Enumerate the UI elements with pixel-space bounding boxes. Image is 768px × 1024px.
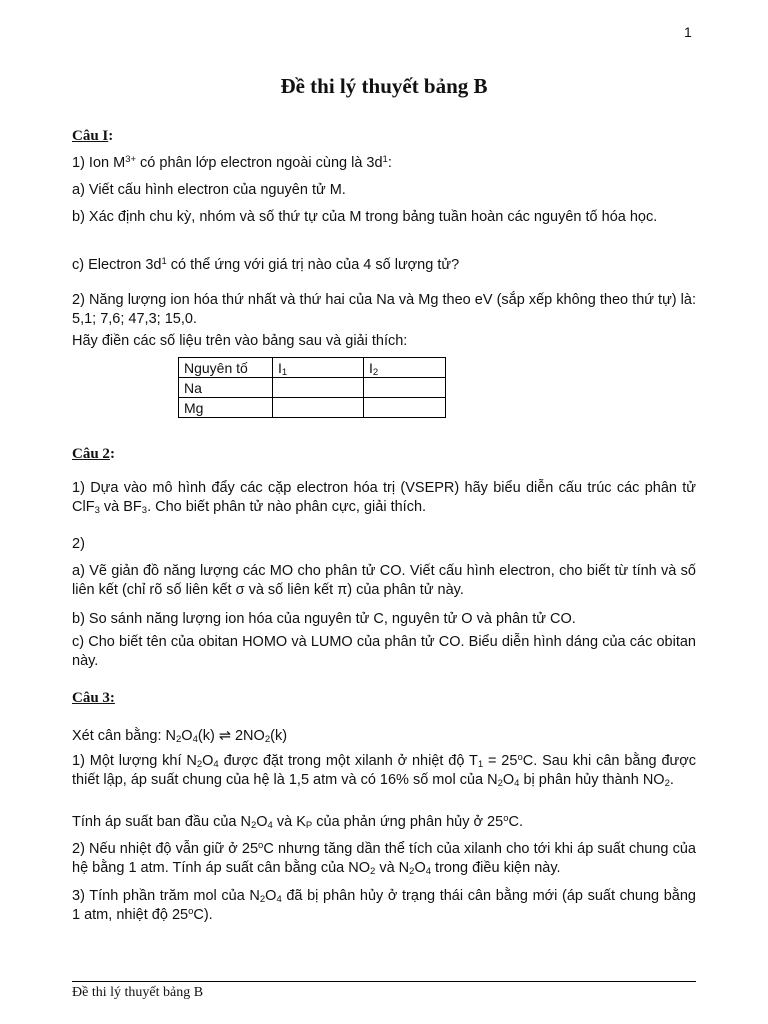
cau1-question-b: b) Xác định chu kỳ, nhóm và số thứ tự của M trong bảng tuần hoàn các nguyên tố hóa học.	[72, 209, 658, 225]
cau2-question-b: b) So sánh năng lượng ion hóa của nguyên tử C, nguyên tử O và phân tử CO.	[72, 611, 576, 627]
table-header-row	[179, 358, 446, 378]
cau2-part1-text: 1) Dựa vào mô hình đẩy các cặp electron hóa trị (VSEPR) hãy biểu diễn cấu trúc các phân tử ClF$_3$ và $BF_3$. Cho biết phân tử nào phân cực, giải thích.	[72, 480, 696, 516]
cau2-part2-label: 2)	[72, 536, 85, 552]
table-row	[179, 398, 446, 418]
cau1-part1-text: 1) Ion $M^{3+}$ có phân lớp electron ngoài cùng là $3d^1$:	[72, 154, 392, 171]
section-heading-cau-1: Câu I:	[72, 128, 114, 144]
cau3-equilibrium: Xét cân bằng: $N_2O_4(k)$ ⇌ $2NO_2(k)$	[72, 728, 288, 745]
cau2-question-a: a) Vẽ giản đồ năng lượng các MO cho phân tử CO. Viết cấu hình electron, cho biết từ tính và số liên kết (chỉ rõ số liên kết σ và số liên kết π) của phân tử này.	[72, 563, 696, 598]
cau3-question-3: 3) Tính phần trăm mol của $N_2O_4$ đã bị phân hủy ở trạng thái cân bằng mới (áp suất chung bằng 1 atm, nhiệt độ 25$^o$C).	[72, 888, 696, 923]
page-footer: Đề thi lý thuyết bảng B	[72, 985, 204, 1000]
table-header-element: Nguyên tố	[179, 358, 273, 378]
cau1-part2-text: 2) Năng lượng ion hóa thứ nhất và thứ hai của Na và Mg theo eV (sắp xếp không theo thứ tự) là: 5,1; 7,6; 47,3; 15,0.	[72, 292, 696, 327]
cau1-question-a: a) Viết cấu hình electron của nguyên tử M.	[72, 182, 346, 198]
section-heading-cau-2: Câu 2:	[72, 446, 115, 462]
table-header-i1: $I_1$	[273, 358, 364, 378]
ionization-energy-table	[178, 357, 446, 418]
page-number: 1	[684, 24, 692, 40]
table-cell-mg: Mg	[179, 398, 273, 418]
cau1-question-c: c) Electron $3d^1$ có thể ứng với giá trị nào của 4 số lượng tử?	[72, 256, 460, 273]
cau2-question-c: c) Cho biết tên của obitan HOMO và LUMO của phân tử CO. Biểu diễn hình dáng của các obitan này.	[72, 634, 696, 669]
cau3-question-1: 1) Một lượng khí $N_2O_4$ được đặt trong một xilanh ở nhiệt độ $T_1 = 25^oC$. Sau khi cân bằng được thiết lập, áp suất chung của hệ là 1,5 atm và có 16% số mol của $N_2O_4$ bị phân hủy thành $NO_2$.	[72, 752, 696, 789]
cau3-question-1-compute: Tính áp suất ban đầu của $N_2O_4$ và $K_P$ của phản ứng phân hủy ở 25$^o$C.	[72, 813, 523, 831]
cau1-part2-instruction: Hãy điền các số liệu trên vào bảng sau và giải thích:	[72, 333, 408, 349]
table-row	[179, 378, 446, 398]
table-cell-na: Na	[179, 378, 273, 398]
table-header-i2: $I_2$	[364, 358, 446, 378]
table-cell-empty	[273, 398, 364, 418]
section-heading-cau-3: Câu 3:	[72, 690, 115, 706]
table-cell-empty	[364, 398, 446, 418]
document-title: Đề thi lý thuyết bảng B	[280, 74, 488, 98]
cau3-question-2: 2) Nếu nhiệt độ vẫn giữ ở 25$^o$C nhưng tăng dần thể tích của xilanh cho tới khi áp suất chung của hệ bằng 1 atm. Tính áp suất cân bằng của $NO_2$ và $N_2O_4$ trong điều kiện này.	[72, 840, 696, 877]
table-cell-empty	[364, 378, 446, 398]
table-cell-empty	[273, 378, 364, 398]
footer-divider	[72, 981, 696, 982]
